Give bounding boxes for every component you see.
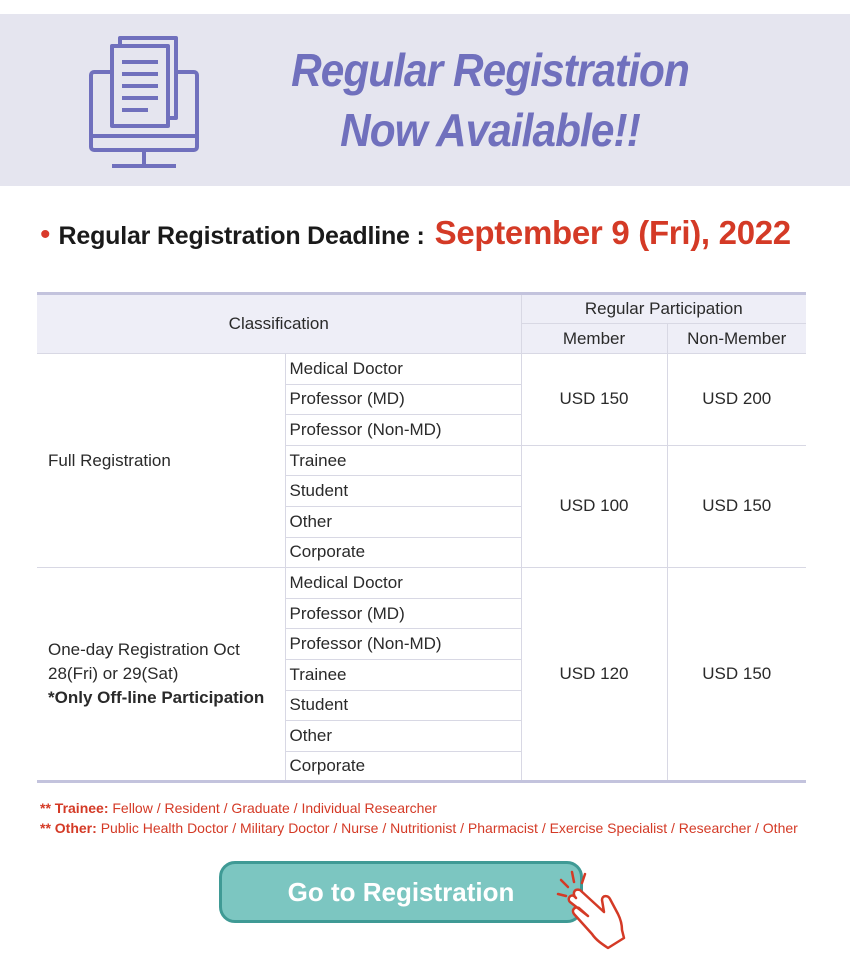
- header-non-member: Non-Member: [667, 324, 806, 354]
- category-oneday-label: One-day Registration Oct 28(Fri) or 29(Sat): [48, 640, 240, 684]
- type-cell: Trainee: [285, 659, 521, 690]
- type-cell: Corporate: [285, 537, 521, 568]
- fee-table: [37, 292, 806, 783]
- deadline: [40, 214, 830, 264]
- price-non-member: USD 200: [667, 354, 806, 446]
- pointing-hand-icon: [552, 862, 636, 952]
- note-other: [40, 818, 840, 838]
- note-other-text: Public Health Doctor / Military Doctor / Nurse / Nutritionist / Pharmacist / Exercise Specialist / Researcher / Other: [100, 820, 798, 836]
- deadline-bullet: •: [40, 218, 51, 251]
- note-other-label: ** Other:: [40, 820, 97, 836]
- go-to-registration-button[interactable]: Go to Registration: [219, 861, 583, 923]
- banner-title-line1: Regular Registration: [291, 44, 689, 96]
- type-cell: Corporate: [285, 751, 521, 782]
- type-cell: Medical Doctor: [285, 354, 521, 385]
- type-cell: Trainee: [285, 445, 521, 476]
- category-full: [37, 354, 285, 568]
- banner-title-line2: Now Available!!: [340, 104, 640, 156]
- header-regular-participation: Regular Participation: [521, 294, 806, 324]
- type-cell: Professor (MD): [285, 598, 521, 629]
- category-oneday-note: *Only Off-line Participation: [48, 688, 265, 708]
- type-cell: Other: [285, 506, 521, 537]
- document-monitor-icon: [86, 32, 202, 182]
- price-member: USD 150: [521, 354, 667, 446]
- footnotes: [40, 798, 840, 838]
- type-cell: Professor (Non-MD): [285, 629, 521, 660]
- header-classification: Classification: [37, 294, 521, 354]
- type-cell: Other: [285, 721, 521, 752]
- price-member: USD 120: [521, 568, 667, 782]
- type-cell: Student: [285, 476, 521, 507]
- banner-title: [210, 40, 770, 160]
- type-cell: Professor (Non-MD): [285, 415, 521, 446]
- note-trainee: [40, 798, 840, 818]
- price-non-member: USD 150: [667, 445, 806, 567]
- table-row: [37, 354, 806, 385]
- banner: [0, 14, 850, 186]
- note-trainee-text: Fellow / Resident / Graduate / Individual Researcher: [112, 800, 437, 816]
- type-cell: Professor (MD): [285, 384, 521, 415]
- note-trainee-label: ** Trainee:: [40, 800, 109, 816]
- deadline-date: September 9 (Fri), 2022: [434, 214, 791, 251]
- table-row: [37, 568, 806, 599]
- type-cell: Student: [285, 690, 521, 721]
- type-cell: Medical Doctor: [285, 568, 521, 599]
- header-member: Member: [521, 324, 667, 354]
- category-oneday: [37, 568, 285, 782]
- category-full-label: Full Registration: [48, 450, 171, 470]
- price-non-member: USD 150: [667, 568, 806, 782]
- deadline-label: Regular Registration Deadline :: [58, 222, 425, 250]
- price-member: USD 100: [521, 445, 667, 567]
